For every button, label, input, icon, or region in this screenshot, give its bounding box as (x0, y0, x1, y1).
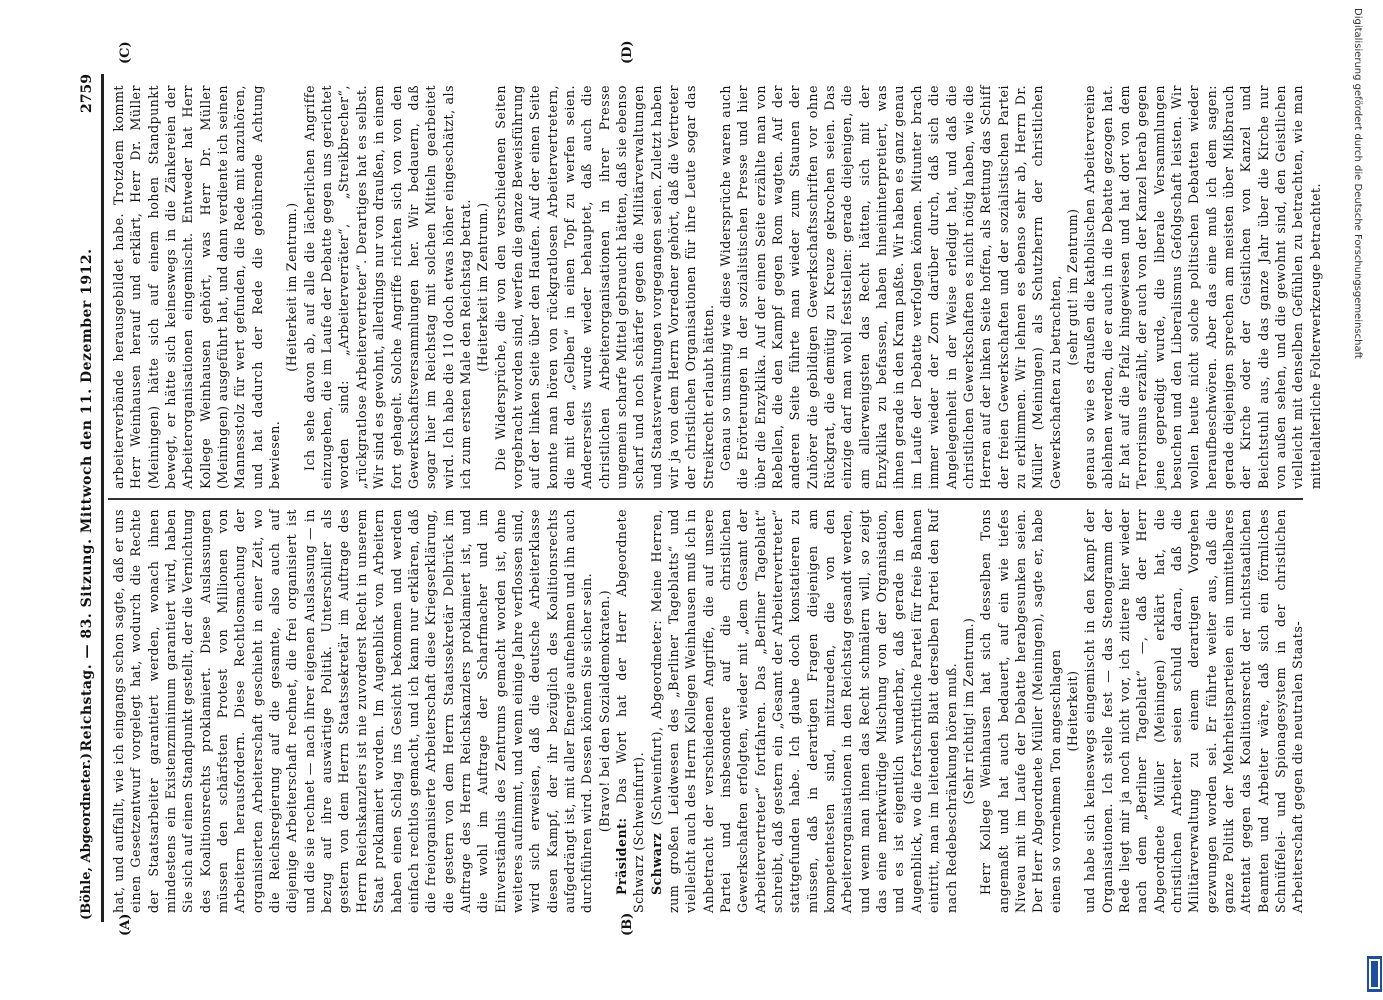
margin-mark-c: (C) (118, 41, 133, 64)
digitization-note (1349, 0, 1365, 1000)
speech-paragraph (613, 509, 648, 913)
paragraph-text: Die Widersprüche, die von den verschiedenen Seiten vorgebracht worden sind, werfen die ganze Beweisführung auf der linken Seite über den Haufen. Auf der einen Seite konnte man hören von rückgratlosen Arbeitervertretern, die mit den „Gelben“ in einen Topf zu werfen seien. Andererseits wurde wieder behauptet, daß auch die christlichen Arbeiterorganisationen in ihrer Presse ungemein scharfe Mittel gebraucht hätten, daß sie ebenso scharf und noch schärfer gegen die Militärverwaltungen und Staatsverwaltungen vorgegangen seien. Zuletzt haben wir ja von dem Herrn Vorredner gehört, daß die Vertreter der christlichen Organisationen für ihre Leute sogar das Streikrecht erlaubt hätten. (492, 85, 716, 489)
dfg-logo-icon (1367, 956, 1382, 992)
speech-paragraph (977, 509, 1064, 913)
margin-mark-a: (A) (118, 913, 133, 936)
paragraph-text: (Heiterkeit im Zentrum.) (284, 202, 300, 372)
page-number: 2759 (79, 74, 95, 113)
paragraph-text: und habe sich keineswegs eingemischt in den Kampf der Organisationen. Ich stelle fest — das Stenogramm der Rede liegt mir ja noch nicht vor, ich zitiere hier wieder nach dem „Berliner Tageblatt“ —, daß der Herr Abgeordnete Müller (Meiningen) erklärt hat, die christlichen Arbeiter seien schuld daran, daß die Militärverwaltung zu einem derartigen Vorgehen gezwungen worden sei. Er führte weiter aus, daß die ganze Politik der Mehrheitsparteien ein unmittelbares Attentat gegen das Koalitionsrecht der nichtstaatlichen Beamten und Arbeiter wäre, daß sich ein förmliches Schnüffelei- und Spionagesystem in der christlichen Arbeiterschaft gegen die neutralen Staats- (1082, 509, 1306, 913)
header-rule (101, 74, 104, 922)
paragraph-text: (Heiterkeit im Zentrum.) (475, 202, 491, 372)
speech-paragraph (110, 509, 596, 913)
stage-direction (1064, 509, 1081, 913)
stage-direction (596, 509, 613, 913)
paragraph-text: (sehr gut! im Zentrum) (1064, 208, 1080, 366)
paragraph-text: arbeiterverbände herausgebildet habe. Trotzdem kommt Herr Weinhausen herauf und erklärt, Herr Dr. Müller (Meiningen) hätte sich auf einem hohen Standpunkt bewegt, er hätte sich keineswegs in die Zänkereien der Arbeiterorganisationen eingemischt. Entweder hat Herr Kollege Weinhausen gehört, was Herr Dr. Müller (Meiningen) ausgeführt hat, und dann verdiente ich seinen Mannesstolz für wert gefunden, die Rede mit anzuhören, und hat dadurch der Rede die gebührende Achtung bewiesen. (111, 85, 283, 489)
margin-mark-d: (D) (620, 40, 635, 64)
paragraph-text: (Heiterkeit) (1064, 670, 1080, 752)
paragraph-text: Genau so unsinnig wie diese Widersprüche waren auch die Erörterungen in der sozialistischen Presse und hier über die Enzyklika. Auf der einen Seite erzählte man von Rebellen, die den Kampf gegen Rom wagten. Auf der anderen Seite führte man wieder zum Staunen der Zuhörer die gebildigen Gewerkschaftsschriften vor ohne Rückgrat, die demütig zu Kreuze gekrochen seien. Das einzige darf man wohl feststellen: gerade diejenigen, die am allerwenigsten das Recht hätten, sich mit der Enzyklika zu befassen, haben hineininterpretiert, was ihnen gerade in den Kram paßte. Wir haben es ganz genau im Laufe der Debatte verfolgen können. Mitunter brach immer wieder der Zorn darüber durch, daß sich die Angelegenheit in der Weise erledigt hat, und daß die christlichen Gewerkschaften es nicht nötig haben, wie die Herren auf der linken Seite hoffen, als Rettung das Schiff der freien Gewerkschaften und der sozialistischen Partei zu erklimmen. Wir lehnen es ebenso sehr ab, Herrn Dr. Müller (Meiningen) als Schutzherrn der christlichen Gewerkschaften zu betrachten, (718, 85, 1063, 489)
speech-paragraph (1081, 509, 1306, 913)
speech-paragraph (301, 85, 474, 489)
column-divider (108, 498, 1303, 500)
stage-direction (283, 85, 300, 489)
paragraph-text: genau so wie es draußen die katholischen Arbeitervereine ablehnen werden, die er auch in die Debatte gezogen hat. Er hat auf die Pfalz hingewiesen und hat dort von dem Terrorismus erzählt, der auch von der Kanzel herab gegen jene gepredigt wurde, die liberale Versammlungen besuchen und den Liberalismus Gefolgschaft leisten. Wir wollen heute nicht solche politischen Debatten wieder heraufbeschwören. Aber das eine muß ich dem sagen: gerade diejenigen sprechen am meisten über Mißbrauch der Kirche oder der Geistlichen von Kanzel und Beichtstuhl aus, die das ganze Jahr über die Kirche nur von außen sehen, und die gewohnt sind, den Geistlichen vielleicht mit denselben Gefühlen zu betrachten, wie man mittelalterliche Folterwerkzeuge betrachtet. (1082, 85, 1323, 489)
speech-paragraph (717, 85, 1064, 489)
stage-direction (474, 85, 491, 489)
paragraph-text: (Bravo! bei den Sozialdemokraten.) (596, 589, 612, 833)
paragraph-text: (Sehr richtig! im Zentrum.) (960, 617, 976, 805)
paragraph-text: hat, und auffallt, wie ich eingangs schon sagte, daß er uns einen Gesetzentwurf vorgelegt hat, wodurch die Rechte der Staatsarbeiter garantiert werden, wonach ihnen mindestens ein Existenzminimum garantiert wird, haben Sie sich auf einen Standpunkt gestellt, der die Vernichtung des Koalitionsrechts proklamiert. Diese Auslassungen müssen den schärfsten Protest von Millionen von Arbeitern herausfordern. Diese Rechtlosmachung der organisierten Arbeiterschaft geschieht in einer Zeit, wo die Reichsregierung auf die gesamte, also auch auf diejenige Arbeiterschaft rechnet, die frei organisiert ist und die sie rechnet — nach ihrer eigenen Auslassung — in bezug auf ihre auswärtige Politik. Unterschiller als gestern von dem Herrn Staatssekretär im Auftrage des Herrn Reichskanzlers ist nie zuvorderst Recht in unserem Staat proklamiert worden. Im Augenblick von Arbeitern haben einen Schlag ins Gesicht bekommen und werden einfach rechtlos gemacht, und ich kann nur erklären, daß die freiorganisierte Arbeiterschaft diese Kriegserklärung, die gestern von dem Herrn Staatssekretär Delbrück im Auftrage des Herrn Reichskanzlers proklamiert ist, und die wohl im Auftrage der Scharfmacher und im Einverständnis des Zentrums gemacht worden ist, ohne weiteres aufnimmt, und wenn einige Jahre verflossen sind, wird sich erweisen, daß die deutsche Arbeiterklasse diesen Kampf, der ihr bezüglich des Koalitionsrechts aufgedrängt ist, mit aller Energie aufnehmen und ihn auch durchführen wird. Dessen können Sie sicher sein. (111, 509, 595, 913)
speaker-tag: (Böhle, Abgeordneter.) (79, 752, 94, 920)
speaker-name: Präsident: (613, 817, 629, 895)
speaker-name: Schwarz (648, 832, 664, 895)
stage-direction (1064, 85, 1081, 489)
digitization-note-text: Digitalisierung gefördert durch die Deutsche Forschungsgemeinschaft (1352, 8, 1363, 359)
paragraph-text: Das Wort hat der Herr Abgeordnete Schwarz (Schweinfurt). (613, 509, 647, 913)
speech-paragraph (110, 85, 283, 489)
paragraph-text: (Schweinfurt), Abgeordneter: Meine Herren, zum großen Leidwesen des „Berliner Tageblatts“ und vielleicht auch des Herrn Kollegen Weinhausen muß ich in Anbetracht der verschiedenen Angriffe, die auf unsere Partei und insbesondere auf die christlichen Gewerkschaften erfolgten, wieder mit „dem Gesamt der Arbeitervertreter“ fortfahren. Das „Berliner Tageblatt“ schreibt, daß gestern ein „Gesamt der Arbeitervertreter“ stattgefunden habe. Ich glaube doch konstatieren zu müssen, daß in derartigen Fragen diejenigen am kompetentesten sind, mitzureden, die von den Arbeiterorganisationen in den Reichstag gesandt werden, und wenn man ihnen das Recht schmälern will, so zeigt das eine merkwürdige Mischung von der Organisation, und es ist eigentlich wunderbar, daß gerade in dem Augenblick, wo die fortschrittliche Partei für freie Bahnen eintritt, man im leitenden Blatt derselben Partei den Ruf nach Redebeschränkung hören muß. (648, 509, 959, 913)
page-header (75, 70, 101, 930)
right-text-column (110, 85, 1323, 489)
speech-paragraph (1081, 85, 1324, 489)
margin-mark-b: (B) (620, 912, 635, 936)
speech-paragraph (648, 509, 960, 913)
stage-direction (960, 509, 977, 913)
speech-paragraph (492, 85, 717, 489)
paragraph-text: Ich sehe davon ab, auf alle die lächerlichen Angriffe einzugehen, die im Laufe der Debatte gegen uns gerichtet worden sind: „Arbeiterverräter“, „Streikbrecher“, „rückgratlose Arbeitervertreter“. Derartiges hat es selbst. Wir sind es gewohnt, allerdings nur von draußen, in einem fort gehagelt. Solche Angriffe richten sich von von den Gewerkschaftsversammlungen her. Wir bedauern, daß sogar hier im Reichstag mit solchen Mitteln gearbeitet wird. Ich habe die 110 doch etwas höher eingeschätzt, als ich zum ersten Male den Reichstag betrat. (301, 85, 473, 489)
left-text-column (110, 509, 1310, 913)
paragraph-text: Herr Kollege Weinhausen hat sich desselben Tons angemaßt und hat auch bedauert, auf ein wie tiefes Niveau mit im Laufe der Debatte herabgesunken seien. Der Herr Abgeordnete Müller (Meiningen), sagte er, habe einen so vornehmen Ton angeschlagen (978, 509, 1063, 913)
page-title: Reichstag. — 83. Sitzung. Mittwoch den 11. Dezember 1912. (79, 248, 95, 752)
